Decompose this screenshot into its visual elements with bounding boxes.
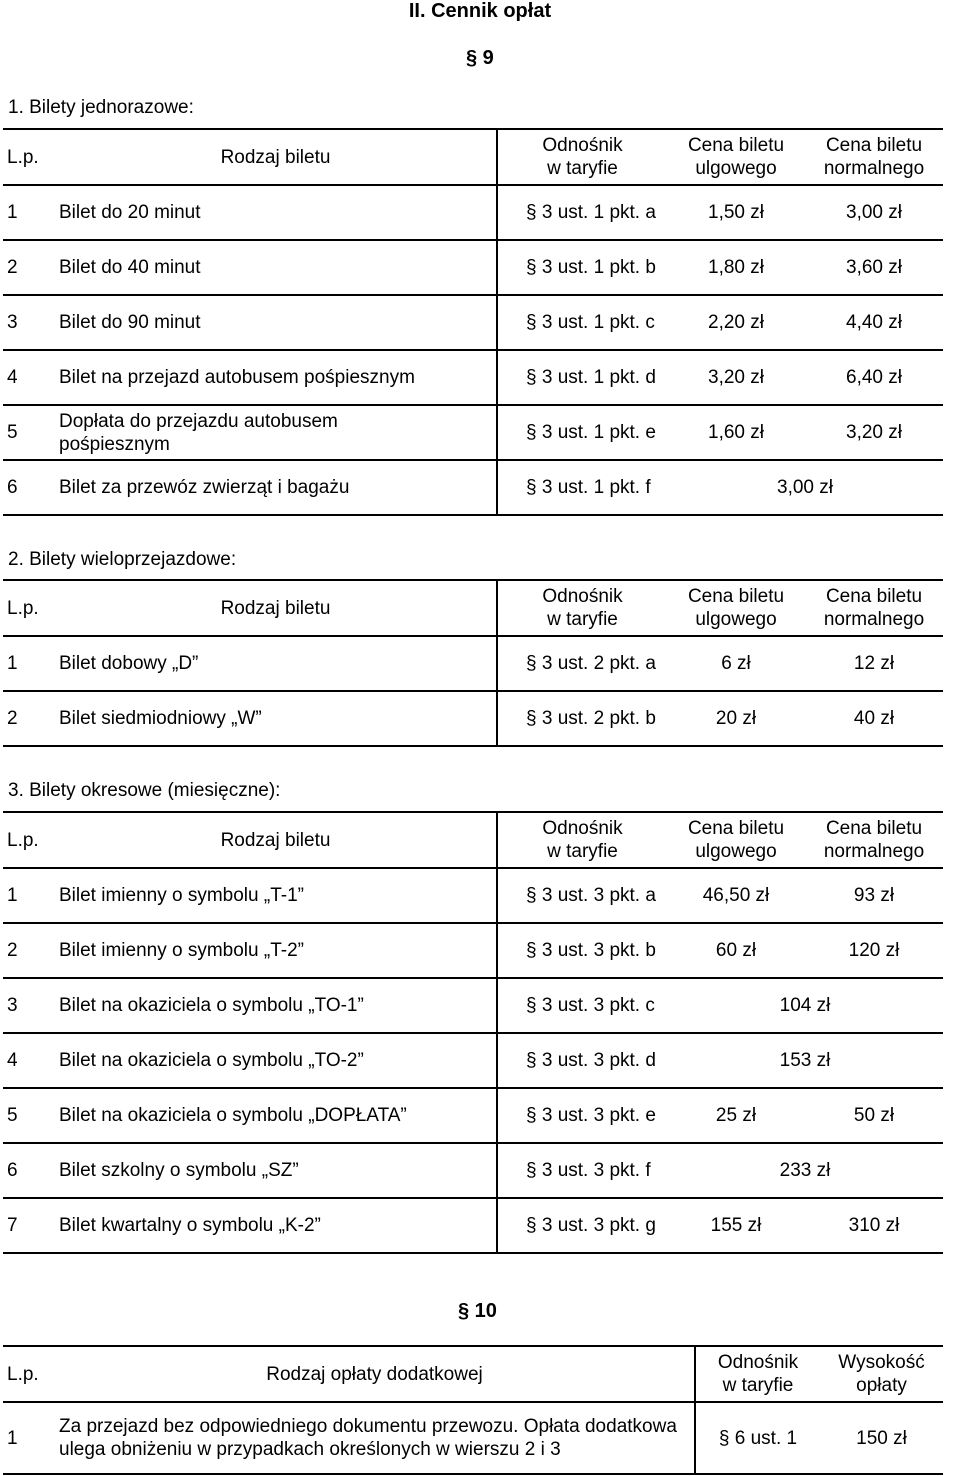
ticket-reference: § 3 ust. 1 pkt. e	[497, 405, 667, 460]
row-lp: 4	[3, 1033, 55, 1088]
ticket-name: Bilet na przejazd autobusem pośpiesznym	[55, 350, 497, 405]
ticket-price-normal: 3,00 zł	[805, 185, 943, 240]
ticket-price-reduced: 155 zł	[667, 1198, 805, 1253]
table-row	[3, 350, 943, 405]
table-row	[3, 691, 943, 746]
ticket-price-normal: 4,40 zł	[805, 295, 943, 350]
ticket-reference: § 3 ust. 3 pkt. f	[497, 1143, 667, 1198]
ticket-name: Bilet imienny o symbolu „T-2”	[55, 923, 497, 978]
ticket-name: Bilet do 20 minut	[55, 185, 497, 240]
tickets-table-single	[3, 128, 943, 516]
row-lp: 6	[3, 1143, 55, 1198]
header-amount: Wysokość opłaty	[820, 1346, 943, 1402]
ticket-reference: § 3 ust. 3 pkt. e	[497, 1088, 667, 1143]
header-ticket-type: Rodzaj biletu	[55, 129, 497, 185]
table-row	[3, 185, 943, 240]
row-lp: 7	[3, 1198, 55, 1253]
ticket-price-normal: 6,40 zł	[805, 350, 943, 405]
ticket-name: Bilet dobowy „D”	[55, 636, 497, 691]
ticket-price-normal: 40 zł	[805, 691, 943, 746]
ticket-price-reduced: 20 zł	[667, 691, 805, 746]
ticket-reference: § 3 ust. 3 pkt. d	[497, 1033, 667, 1088]
ticket-reference: § 3 ust. 1 pkt. b	[497, 240, 667, 295]
table-row	[3, 978, 943, 1033]
header-price-normal: Cena biletu normalnego	[805, 580, 943, 636]
tickets-table-monthly	[3, 811, 943, 1254]
ticket-price-single: 3,00 zł	[667, 460, 943, 515]
header-price-normal: Cena biletu normalnego	[805, 129, 943, 185]
header-lp: L.p.	[3, 580, 55, 636]
table-row	[3, 460, 943, 515]
header-price-normal: Cena biletu normalnego	[805, 812, 943, 868]
ticket-price-normal: 310 zł	[805, 1198, 943, 1253]
ticket-reference: § 3 ust. 1 pkt. a	[497, 185, 667, 240]
ticket-name: Bilet imienny o symbolu „T-1”	[55, 868, 497, 923]
ticket-price-normal: 120 zł	[805, 923, 943, 978]
table-row	[3, 240, 943, 295]
ticket-name: Bilet za przewóz zwierząt i bagażu	[55, 460, 497, 515]
ticket-reference: § 3 ust. 2 pkt. a	[497, 636, 667, 691]
fee-description: Za przejazd bez odpowiedniego dokumentu przewozu. Opłata dodatkowa ulega obniżeniu w przypadkach określonych w wierszu 2 i 3	[55, 1402, 695, 1474]
ticket-price-reduced: 6 zł	[667, 636, 805, 691]
ticket-price-reduced: 3,20 zł	[667, 350, 805, 405]
section-title: 2. Bilety wieloprzejazdowe:	[8, 549, 237, 570]
ticket-reference: § 3 ust. 3 pkt. c	[497, 978, 667, 1033]
header-fee-type: Rodzaj opłaty dodatkowej	[55, 1346, 695, 1402]
ticket-reference: § 3 ust. 3 pkt. g	[497, 1198, 667, 1253]
fee-reference: § 6 ust. 1	[695, 1402, 820, 1474]
row-lp: 4	[3, 350, 55, 405]
ticket-price-reduced: 1,60 zł	[667, 405, 805, 460]
ticket-price-normal: 50 zł	[805, 1088, 943, 1143]
table-row	[3, 405, 943, 460]
ticket-reference: § 3 ust. 2 pkt. b	[497, 691, 667, 746]
ticket-price-normal: 3,20 zł	[805, 405, 943, 460]
ticket-name: Bilet na okaziciela o symbolu „TO-2”	[55, 1033, 497, 1088]
ticket-price-single: 104 zł	[667, 978, 943, 1033]
ticket-price-normal: 12 zł	[805, 636, 943, 691]
ticket-name: Bilet na okaziciela o symbolu „TO-1”	[55, 978, 497, 1033]
header-price-reduced: Cena biletu ulgowego	[667, 812, 805, 868]
ticket-price-single: 153 zł	[667, 1033, 943, 1088]
ticket-name: Bilet szkolny o symbolu „SZ”	[55, 1143, 497, 1198]
header-price-reduced: Cena biletu ulgowego	[667, 129, 805, 185]
fee-amount: 150 zł	[820, 1402, 943, 1474]
header-lp: L.p.	[3, 812, 55, 868]
table-row	[3, 1143, 943, 1198]
row-lp: 1	[3, 1402, 55, 1474]
table-row	[3, 923, 943, 978]
table-row	[3, 1033, 943, 1088]
row-lp: 1	[3, 636, 55, 691]
ticket-name: Bilet do 90 minut	[55, 295, 497, 350]
ticket-name: Bilet siedmiodniowy „W”	[55, 691, 497, 746]
table-row	[3, 1198, 943, 1253]
row-lp: 1	[3, 868, 55, 923]
header-reference: Odnośnik w taryfie	[695, 1346, 820, 1402]
table-row	[3, 1088, 943, 1143]
row-lp: 6	[3, 460, 55, 515]
row-lp: 2	[3, 240, 55, 295]
paragraph-9: § 9	[466, 47, 494, 69]
page-title: II. Cennik opłat	[408, 0, 552, 22]
ticket-price-reduced: 2,20 zł	[667, 295, 805, 350]
ticket-price-single: 233 zł	[667, 1143, 943, 1198]
header-lp: L.p.	[3, 1346, 55, 1402]
table-row	[3, 295, 943, 350]
row-lp: 5	[3, 405, 55, 460]
table-row	[3, 868, 943, 923]
fees-table	[3, 1345, 943, 1475]
ticket-price-reduced: 1,80 zł	[667, 240, 805, 295]
ticket-name: Bilet na okaziciela o symbolu „DOPŁATA”	[55, 1088, 497, 1143]
paragraph-10: § 10	[458, 1300, 497, 1322]
header-reference: Odnośnik w taryfie	[497, 580, 667, 636]
ticket-reference: § 3 ust. 1 pkt. d	[497, 350, 667, 405]
row-lp: 2	[3, 923, 55, 978]
row-lp: 2	[3, 691, 55, 746]
ticket-name: Bilet kwartalny o symbolu „K-2”	[55, 1198, 497, 1253]
ticket-reference: § 3 ust. 1 pkt. f	[497, 460, 667, 515]
row-lp: 3	[3, 978, 55, 1033]
ticket-reference: § 3 ust. 3 pkt. b	[497, 923, 667, 978]
ticket-price-reduced: 46,50 zł	[667, 868, 805, 923]
header-ticket-type: Rodzaj biletu	[55, 580, 497, 636]
header-ticket-type: Rodzaj biletu	[55, 812, 497, 868]
header-reference: Odnośnik w taryfie	[497, 812, 667, 868]
ticket-price-reduced: 1,50 zł	[667, 185, 805, 240]
ticket-price-normal: 3,60 zł	[805, 240, 943, 295]
row-lp: 3	[3, 295, 55, 350]
ticket-name: Bilet do 40 minut	[55, 240, 497, 295]
row-lp: 1	[3, 185, 55, 240]
header-reference: Odnośnik w taryfie	[497, 129, 667, 185]
section-title: 3. Bilety okresowe (miesięczne):	[8, 780, 281, 801]
ticket-price-reduced: 60 zł	[667, 923, 805, 978]
header-lp: L.p.	[3, 129, 55, 185]
section-title: 1. Bilety jednorazowe:	[8, 97, 194, 118]
ticket-name: Dopłata do przejazdu autobusem pośpiesznym	[55, 405, 497, 460]
ticket-reference: § 3 ust. 1 pkt. c	[497, 295, 667, 350]
ticket-price-normal: 93 zł	[805, 868, 943, 923]
header-price-reduced: Cena biletu ulgowego	[667, 580, 805, 636]
table-row	[3, 636, 943, 691]
ticket-reference: § 3 ust. 3 pkt. a	[497, 868, 667, 923]
row-lp: 5	[3, 1088, 55, 1143]
tickets-table-multi	[3, 579, 943, 747]
ticket-price-reduced: 25 zł	[667, 1088, 805, 1143]
